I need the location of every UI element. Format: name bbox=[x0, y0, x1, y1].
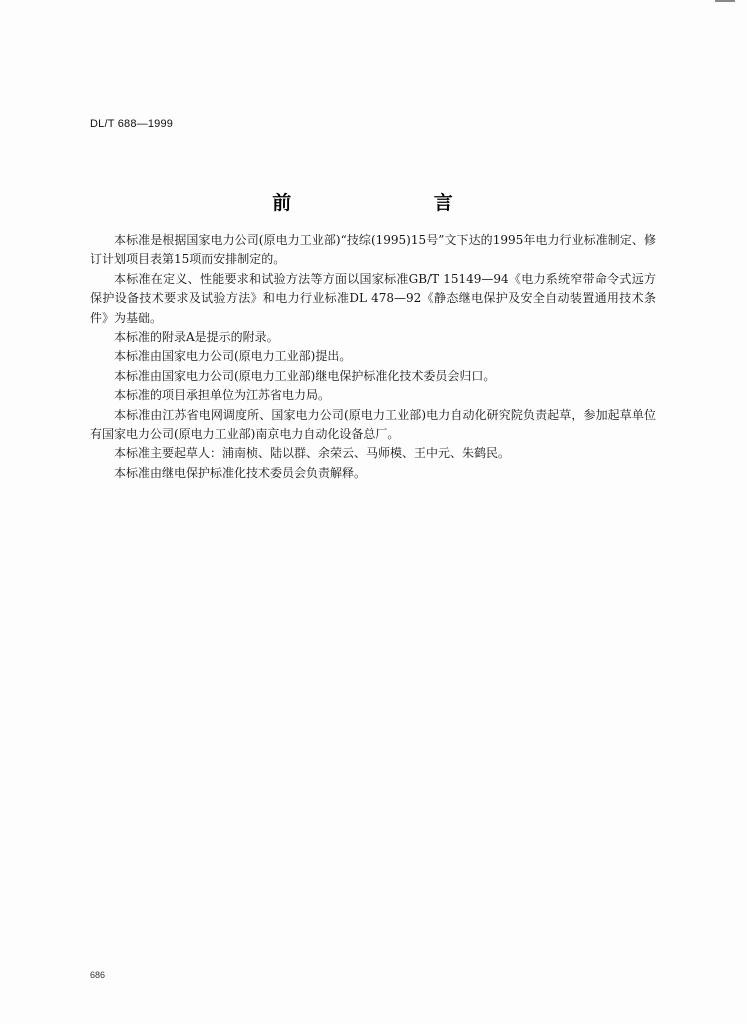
standard-code: DL/T 688—1999 bbox=[90, 118, 174, 130]
paragraph: 本标准由国家电力公司(原电力工业部)继电保护标准化技术委员会归口。 bbox=[114, 368, 496, 383]
page-number: 686 bbox=[90, 970, 106, 980]
paragraph: 本标准在定义、性能要求和试验方法等方面以国家标准GB/T 15149—94《电力系统窄带命令式远方保护设备技术要求及试验方法》和电力行业标准DL 478—92《静态继电保护及安全自动装置通用技术条件》为基础。 bbox=[90, 271, 656, 325]
paragraph: 本标准由江苏省电网调度所、国家电力公司(原电力工业部)电力自动化研究院负责起草，参加起草单位有国家电力公司(原电力工业部)南京电力自动化设备总厂。 bbox=[90, 407, 656, 442]
paragraph: 本标准的附录A是提示的附录。 bbox=[114, 330, 279, 345]
paragraph: 本标准的项目承担单位为江苏省电力局。 bbox=[114, 388, 331, 403]
paragraph: 本标准由国家电力公司(原电力工业部)提出。 bbox=[114, 349, 352, 364]
scan-edge-mark bbox=[715, 0, 735, 2]
paragraph: 本标准由继电保护标准化技术委员会负责解释。 bbox=[114, 465, 367, 480]
preface-body bbox=[90, 231, 656, 483]
paragraph: 本标准是根据国家电力公司(原电力工业部)“技综(1995)15号”文下达的1995年电力行业标准制定、修订计划项目表第15项而安排制定的。 bbox=[90, 233, 656, 267]
page-title: 前 言 bbox=[272, 192, 521, 214]
paragraph: 本标准主要起草人：浦南桢、陆以群、余荣云、马师模、王中元、朱鹤民。 bbox=[114, 446, 511, 461]
